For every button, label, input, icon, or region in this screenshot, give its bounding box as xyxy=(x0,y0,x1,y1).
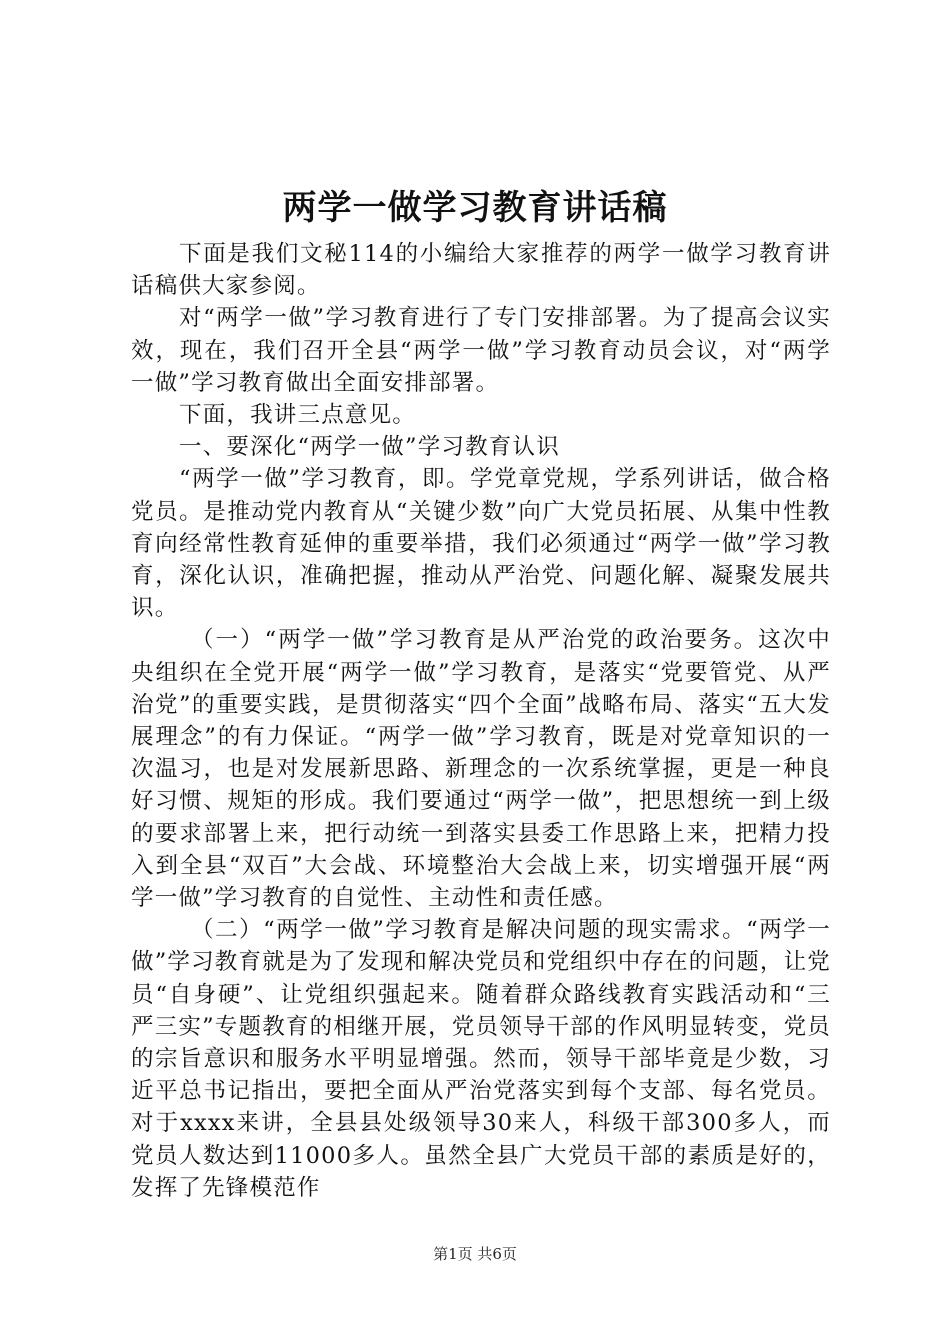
paragraph-definition: “两学一做”学习教育，即。学党章党规，学系列讲话，做合格党员。是推动党内教育从“关键少数”向广大党员拓展、从集中性教育向经常性教育延伸的重要举措，我们必须通过“两学一做”学习教育，深化认识，准确把握，推动从严治党、问题化解、凝聚发展共识。 xyxy=(131,466,831,622)
paragraph-intro: 下面是我们文秘114的小编给大家推荐的两学一做学习教育讲话稿供大家参阅。 xyxy=(131,241,831,300)
paragraph-point-2: （二）“两学一做”学习教育是解决问题的现实需求。“两学一做”学习教育就是为了发现和解决党员和党组织中存在的问题，让党员“自身硬”、让党组织强起来。随着群众路线教育实践活动和“三严三实”专题教育的相继开展，党员领导干部的作风明显转变，党员的宗旨意识和服务水平明显增强。然而，领导干部毕竟是少数，习近平总书记指出，要把全面从严治党落实到每个支部、每名党员。对于xxxx来讲，全县县处级领导30来人，科级干部300多人，而党员人数达到11000多人。虽然全县广大党员干部的素质是好的，发挥了先锋模范作 xyxy=(131,917,832,1201)
paragraph-meeting: 对“两学一做”学习教育进行了专门安排部署。为了提高会议实效，现在，我们召开全县“两学一做”学习教育动员会议，对“两学一做”学习教育做出全面安排部署。 xyxy=(131,305,831,396)
section-heading-1: 一、要深化“两学一做”学习教育认识 xyxy=(179,434,560,461)
document-body xyxy=(131,238,831,1204)
page-number-footer: 第1页 共6页 xyxy=(433,1245,517,1263)
document-title: 两学一做学习教育讲话稿 xyxy=(282,188,668,228)
paragraph-point-1: （一）“两学一做”学习教育是从严治党的政治要务。这次中央组织在全党开展“两学一做”学习教育，是落实“党要管党、从严治党”的重要实践，是贯彻落实“四个全面”战略布局、落实“五大发展理念”的有力保证。“两学一做”学习教育，既是对党章知识的一次温习，也是对发展新思路、新理念的一次系统掌握，更是一种良好习惯、规矩的形成。我们要通过“两学一做”，把思想统一到上级的要求部署上来，把行动统一到落实县委工作思路上来，把精力投入到全县“双百”大会战、环境整治大会战上来，切实增强开展“两学一做”学习教育的自觉性、主动性和责任感。 xyxy=(131,627,831,912)
paragraph-three-points: 下面，我讲三点意见。 xyxy=(179,402,417,429)
